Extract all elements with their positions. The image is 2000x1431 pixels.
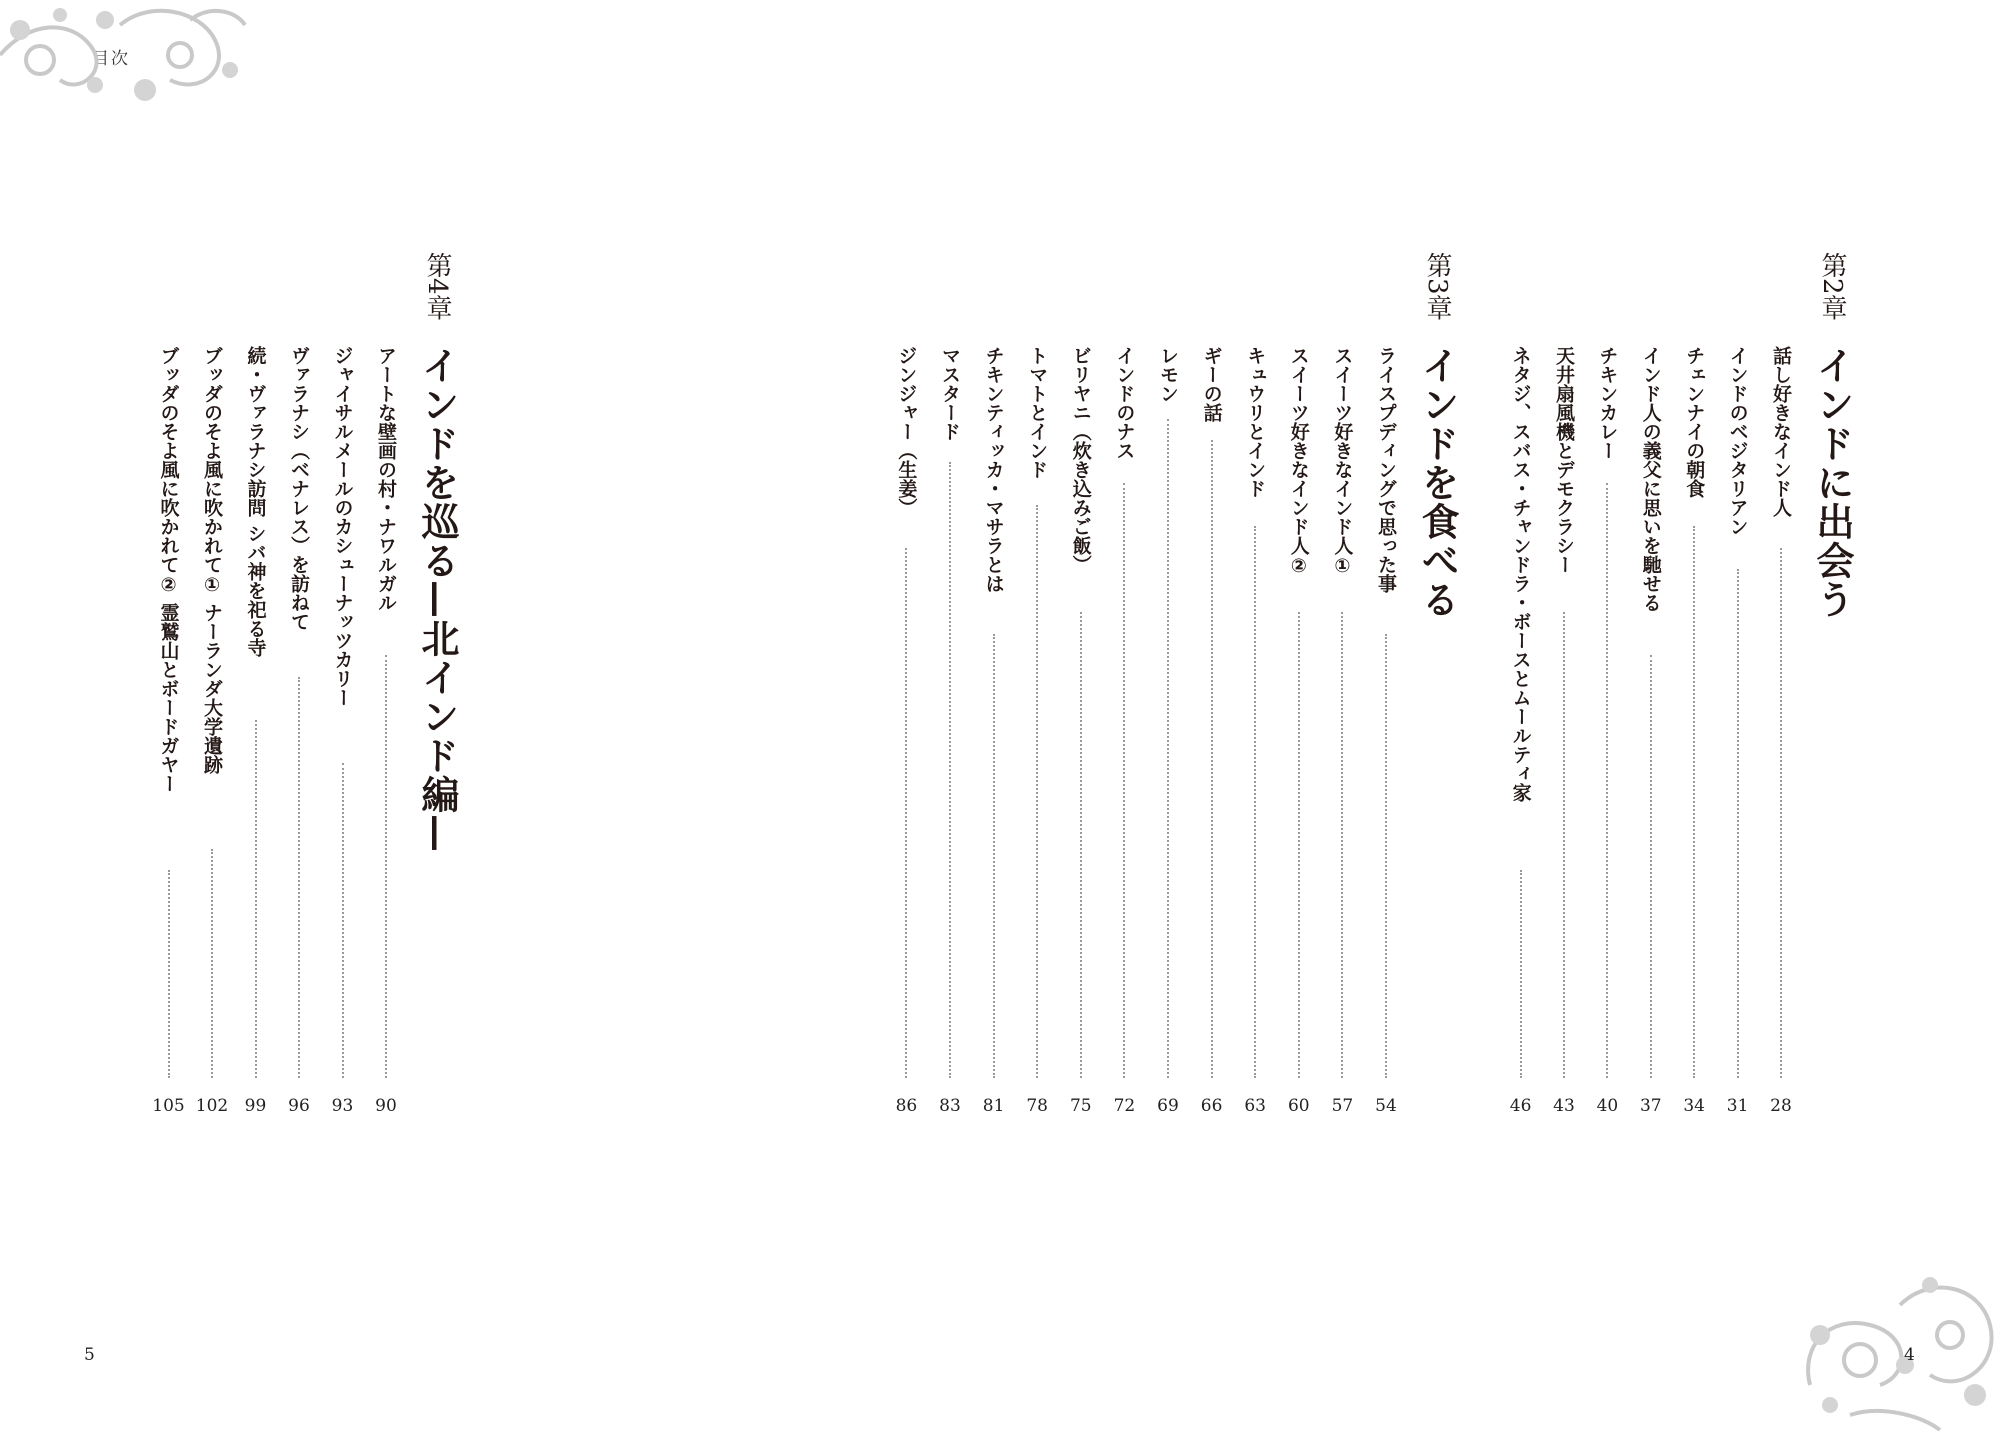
toc-entry-page-number: 96 xyxy=(288,1096,310,1116)
toc-entry-page-number: 57 xyxy=(1331,1096,1354,1116)
toc-entry-page-number: 69 xyxy=(1157,1096,1179,1116)
dot-leader xyxy=(949,462,951,1079)
toc-entry-page-number: 43 xyxy=(1553,1096,1575,1116)
dot-leader xyxy=(1385,634,1387,1079)
toc-entry-title[interactable]: ビリヤニ（炊き込みご飯） xyxy=(1069,346,1092,574)
dot-leader xyxy=(1036,505,1038,1079)
chapter-title: インドに出会う xyxy=(1810,346,1855,619)
dot-leader xyxy=(1520,870,1522,1078)
dot-leader xyxy=(993,634,995,1079)
toc-entry-title[interactable]: チキンカレー xyxy=(1596,346,1619,460)
dot-leader xyxy=(1211,440,1213,1078)
chapter-label: 第4章 xyxy=(422,252,452,321)
toc-entry-title[interactable]: インド人の義父に思いを馳せる xyxy=(1639,346,1662,612)
dot-leader xyxy=(1123,483,1125,1078)
dot-leader xyxy=(1254,526,1256,1078)
dot-leader xyxy=(342,763,344,1079)
toc-entry-page-number: 34 xyxy=(1683,1096,1705,1116)
toc-entry-title[interactable]: インドのナス xyxy=(1113,346,1136,460)
toc-entry-title[interactable]: ネタジ、スバス・チャンドラ・ボースとムールティ家 xyxy=(1509,346,1532,802)
page-number-left: 5 xyxy=(84,1345,95,1365)
toc-entry-title[interactable]: 話し好きなインド人 xyxy=(1770,346,1792,517)
toc-entry-page-number: 81 xyxy=(982,1096,1005,1116)
toc-entry-page-number: 72 xyxy=(1113,1096,1136,1116)
toc-entry-page-number: 66 xyxy=(1200,1096,1223,1116)
toc-entry-page-number: 40 xyxy=(1596,1096,1619,1116)
toc-entry-page-number: 86 xyxy=(895,1096,918,1116)
toc-entry-page-number: 28 xyxy=(1770,1096,1792,1116)
toc-entry-title[interactable]: ギーの話 xyxy=(1200,346,1223,422)
dot-leader xyxy=(1780,548,1782,1079)
toc-entry-title[interactable]: ジャイサルメールのカシューナッツカリー xyxy=(331,346,354,707)
toc-entry-page-number: 99 xyxy=(244,1096,267,1116)
toc-entry-page-number: 90 xyxy=(375,1096,397,1116)
toc-entry-title[interactable]: ライスプディングで思った事 xyxy=(1375,346,1397,593)
toc-entry-title[interactable]: インドのベジタリアン xyxy=(1726,346,1749,536)
dot-leader xyxy=(1298,612,1300,1078)
toc-entry-page-number: 46 xyxy=(1509,1096,1532,1116)
toc-entry-page-number: 37 xyxy=(1639,1096,1662,1116)
toc-entry-page-number: 93 xyxy=(331,1096,354,1116)
dot-leader xyxy=(1650,655,1652,1078)
toc-entry-title[interactable]: スイーツ好きなインド人① xyxy=(1331,346,1354,577)
dot-leader xyxy=(1080,612,1082,1078)
dot-leader xyxy=(385,655,387,1078)
toc-entry-title[interactable]: ブッダのそよ風に吹かれて② 霊鷲山とボードガヤー xyxy=(157,346,180,793)
toc-entry-title[interactable]: ヴァラナシ（ベナレス）を訪ねて xyxy=(288,346,310,631)
dot-leader xyxy=(298,677,300,1079)
dot-leader xyxy=(211,849,213,1079)
dot-leader xyxy=(1167,419,1169,1079)
dot-leader xyxy=(168,870,170,1078)
toc-entry-page-number: 60 xyxy=(1287,1096,1310,1116)
toc-entry-page-number: 102 xyxy=(195,1096,229,1116)
running-head: 目次 xyxy=(92,49,130,69)
floral-ornament-icon xyxy=(1790,1265,2000,1431)
toc-entry-title[interactable]: 続・ヴァラナシ訪問 シバ神を祀る寺 xyxy=(244,346,267,657)
chapter-title: インドを巡る—北インド編— xyxy=(415,346,460,853)
toc-entry-title[interactable]: マスタード xyxy=(939,346,961,441)
toc-entry-title[interactable]: トマトとインド xyxy=(1026,346,1049,479)
toc-entry-page-number: 63 xyxy=(1244,1096,1266,1116)
toc-entry-title[interactable]: レモン xyxy=(1157,346,1179,403)
toc-entry-page-number: 75 xyxy=(1069,1096,1092,1116)
toc-entry-title[interactable]: 天井扇風機とデモクラシー xyxy=(1553,346,1575,574)
dot-leader xyxy=(905,548,907,1079)
chapter-title: インドを食べる xyxy=(1415,346,1460,619)
toc-entry-title[interactable]: アートな壁画の村・ナワルガル xyxy=(375,346,397,612)
toc-entry-title[interactable]: チェンナイの朝食 xyxy=(1683,346,1706,498)
chapter-label: 第2章 xyxy=(1817,252,1847,321)
floral-ornament-icon xyxy=(0,0,260,115)
toc-entry-title[interactable]: チキンティッカ・マサラとは xyxy=(982,346,1005,593)
dot-leader xyxy=(255,720,257,1079)
dot-leader xyxy=(1563,612,1565,1078)
toc-entry-page-number: 83 xyxy=(939,1096,961,1116)
page-number-right: 4 xyxy=(1904,1345,1915,1365)
toc-entry-title[interactable]: スイーツ好きなインド人② xyxy=(1287,346,1310,577)
dot-leader xyxy=(1341,612,1343,1078)
dot-leader xyxy=(1693,526,1695,1078)
toc-entry-title[interactable]: ブッダのそよ風に吹かれて① ナーランダ大学遺跡 xyxy=(201,346,223,774)
toc-entry-page-number: 54 xyxy=(1375,1096,1397,1116)
toc-entry-page-number: 31 xyxy=(1726,1096,1749,1116)
dot-leader xyxy=(1606,483,1608,1078)
toc-entry-page-number: 105 xyxy=(152,1096,185,1116)
toc-entry-page-number: 78 xyxy=(1026,1096,1048,1116)
toc-entry-title[interactable]: キュウリとインド xyxy=(1244,346,1267,498)
dot-leader xyxy=(1737,569,1739,1078)
toc-entry-title[interactable]: ジンジャー（生姜） xyxy=(895,346,918,517)
chapter-label: 第3章 xyxy=(1422,252,1452,321)
